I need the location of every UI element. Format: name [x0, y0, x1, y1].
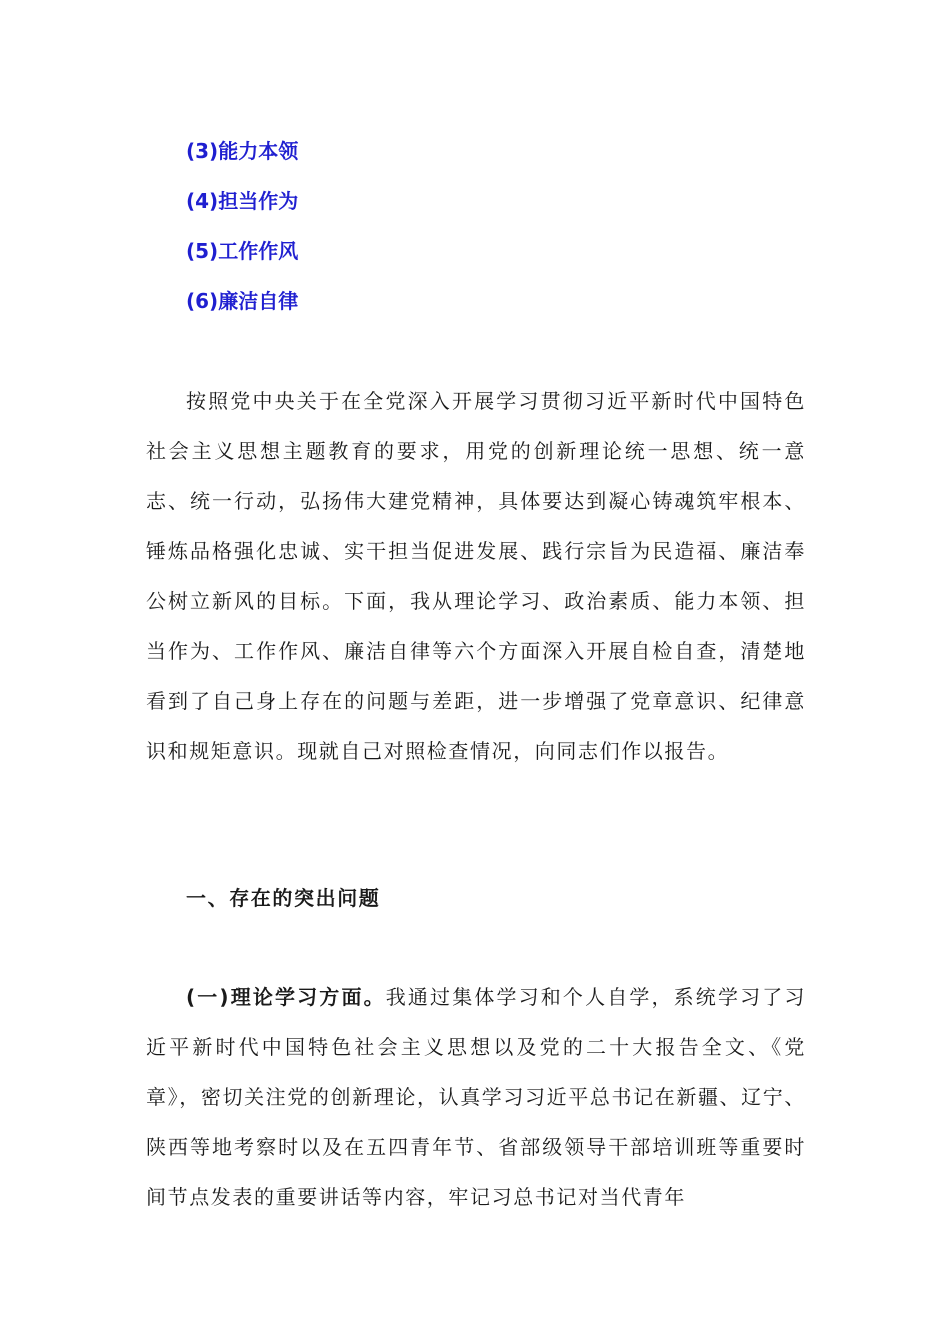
intro-paragraph: 按照党中央关于在全党深入开展学习贯彻习近平新时代中国特色社会主义思想主题教育的要求，用党的创新理论统一思想、统一意志、统一行动，弘扬伟大建党精神，具体要达到凝心铸魂筑牢根本、锤炼品格强化忠诚、实干担当促进发展、践行宗旨为民造福、廉洁奉公树立新风的目标。下面，我从理论学习、政治素质、能力本领、担当作为、工作作风、廉洁自律等六个方面深入开展自检自查，清楚地看到了自己身上存在的问题与差距，进一步增强了党章意识、纪律意识和规矩意识。现就自己对照检查情况，向同志们作以报告。	[146, 389, 806, 763]
section-heading: 一、存在的突出问题	[186, 886, 381, 910]
subsection-text: 我通过集体学习和个人自学，系统学习了习近平新时代中国特色社会主义思想以及党的二十大报告全文、《党章》，密切关注党的创新理论，认真学习习近平总书记在新疆、辽宁、陕西等地考察时以及在五四青年节、省部级领导干部培训班等重要时间节点发表的重要讲话等内容，牢记习总书记对当代青年	[146, 985, 806, 1209]
subsection-lead: (一)理论学习方面。	[186, 985, 386, 1009]
toc-link-integrity[interactable]: (6)廉洁自律	[186, 289, 299, 313]
toc-link-work-style[interactable]: (5)工作作风	[186, 239, 299, 263]
subsection-paragraph	[146, 972, 806, 1222]
toc-link-ability[interactable]: (3)能力本领	[186, 139, 299, 163]
toc-link-responsibility[interactable]: (4)担当作为	[186, 189, 299, 213]
